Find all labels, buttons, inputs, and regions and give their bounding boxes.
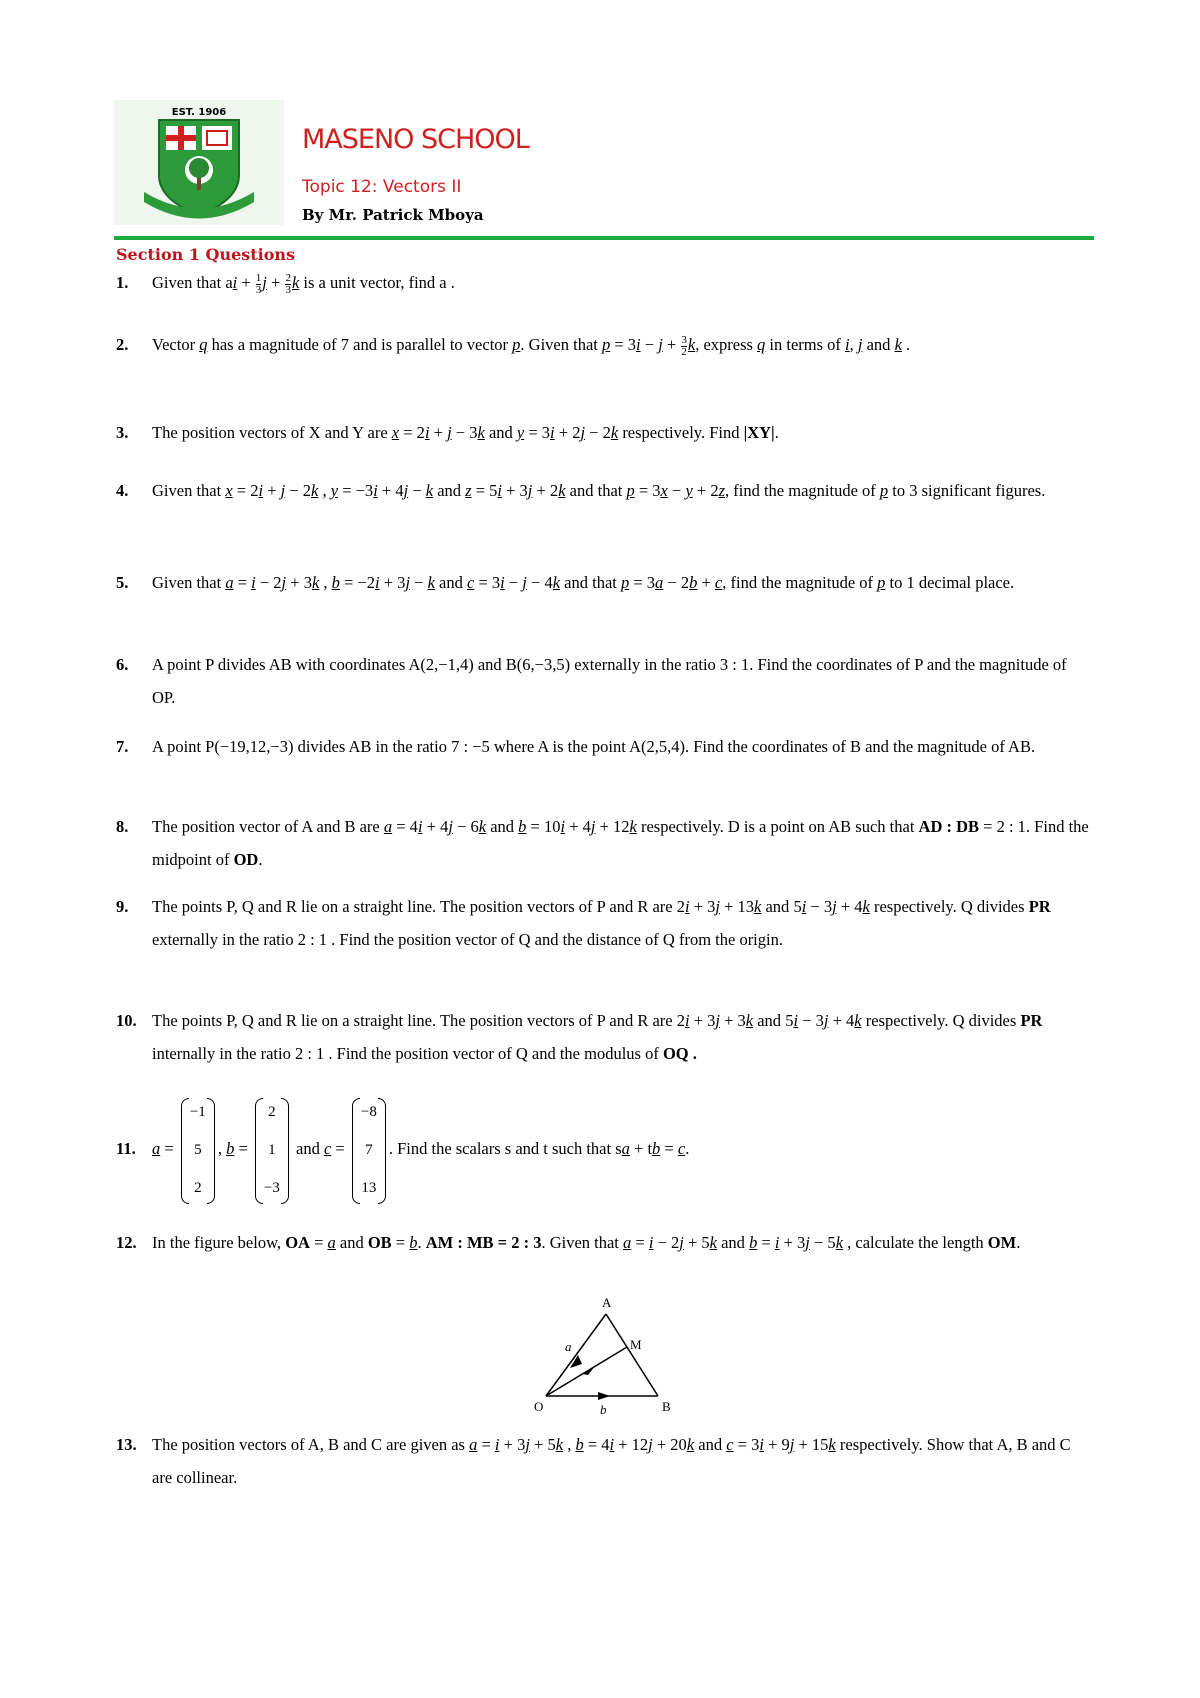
question-12: 12. In the figure below, OA = a and OB = b. AM : MB = 2 : 3. Given that a = i − 2j + 5k and b = i + 3j − 5k , calculate the length OM. <box>116 1226 1091 1259</box>
question-2: 2. Vector q has a magnitude of 7 and is parallel to vector p. Given that p = 3i − j + $\frac{3}{2}$ k, express q in terms of i, j and k . <box>116 328 1091 361</box>
label-M: M <box>630 1337 642 1352</box>
label-b: b <box>600 1402 607 1417</box>
question-11: 11. a = −1 5 2 , b = 2 1 −3 and c = −8 7 13 . Find the scalars s and t such that sa + tb = c. <box>116 1094 1091 1204</box>
question-number: 12. <box>116 1233 137 1252</box>
label-a: a <box>565 1339 572 1354</box>
question-9: 9. The points P, Q and R lie on a straight line. The position vectors of P and R are 2i + 3j + 13k and 5i − 3j + 4k respectively. Q divides PR externally in the ratio 2 : 1 . Find the position vector of Q and the distance of Q from the origin. <box>116 890 1091 956</box>
arrow-om <box>583 1366 595 1375</box>
label-A: A <box>602 1296 612 1310</box>
question-8: 8. The position vector of A and B are a = 4i + 4j − 6k and b = 10i + 4j + 12k respectively. D is a point on AB such that AD : DB = 2 : 1. Find the midpoint of OD. <box>116 810 1091 876</box>
question-number: 9. <box>116 897 129 916</box>
triangle-figure <box>526 1296 696 1424</box>
question-number: 6. <box>116 655 129 674</box>
school-logo <box>114 100 284 225</box>
question-number: 4. <box>116 481 129 500</box>
question-text: A point P(−19,12,−3) divides AB in the ratio 7 : −5 where A is the point A(2,5,4). Find the coordinates of B and the magnitude of AB. <box>152 737 1036 756</box>
question-text: A point P divides AB with coordinates A(2,−1,4) and B(6,−3,5) externally in the ratio 3 : 1. Find the coordinates of P and the magnitude of OP. <box>152 655 1067 707</box>
question-number: 7. <box>116 737 129 756</box>
question-number: 13. <box>116 1435 137 1454</box>
section-heading: Section 1 Questions <box>116 245 296 264</box>
question-number: 10. <box>116 1011 137 1030</box>
question-5: 5. Given that a = i − 2j + 3k , b = −2i + 3j − k and c = 3i − j − 4k and that p = 3a − 2b + c, find the magnitude of p to 1 decimal place. <box>116 566 1091 599</box>
label-B: B <box>662 1399 671 1414</box>
vector-a: −1 5 2 <box>181 1098 215 1202</box>
question-number: 2. <box>116 335 129 354</box>
question-number: 11. <box>116 1139 136 1158</box>
logo-est-text: EST. 1906 <box>171 107 227 118</box>
vector-b: 2 1 −3 <box>255 1098 289 1202</box>
author: By Mr. Patrick Mboya <box>302 206 484 224</box>
question-6 <box>116 648 1091 714</box>
question-number: 5. <box>116 573 129 592</box>
label-O: O <box>534 1399 544 1414</box>
question-10: 10. The points P, Q and R lie on a straight line. The position vectors of P and R are 2i + 3j + 3k and 5i − 3j + 4k respectively. Q divides PR internally in the ratio 2 : 1 . Find the position vector of Q and the modulus of OQ . <box>116 1004 1091 1070</box>
question-number: 3. <box>116 423 129 442</box>
question-13: 13. The position vectors of A, B and C are given as a = i + 3j + 5k , b = 4i + 12j + 20k and c = 3i + 9j + 15k respectively. Show that A, B and C are collinear. <box>116 1428 1091 1494</box>
school-name: MASENO SCHOOL <box>302 124 529 155</box>
header-divider <box>114 236 1094 240</box>
question-3: 3. The position vectors of X and Y are x = 2i + j − 3k and y = 3i + 2j − 2k respectively. Find |XY|. <box>116 416 1091 449</box>
question-number: 1. <box>116 273 129 292</box>
vector-c: −8 7 13 <box>352 1098 386 1202</box>
question-1: 1. Given that ai + $\frac{1}{3}$ j + $\frac{2}{3}$ k is a unit vector, find a . <box>116 266 1091 299</box>
question-4: 4. Given that x = 2i + j − 2k , y = −3i + 4j − k and z = 5i + 3j + 2k and that p = 3x − y + 2z, find the magnitude of p to 3 significant figures. <box>116 474 1091 507</box>
question-number: 8. <box>116 817 129 836</box>
question-7 <box>116 730 1091 763</box>
topic-title: Topic 12: Vectors II <box>302 177 462 197</box>
arrow-b <box>598 1392 610 1400</box>
